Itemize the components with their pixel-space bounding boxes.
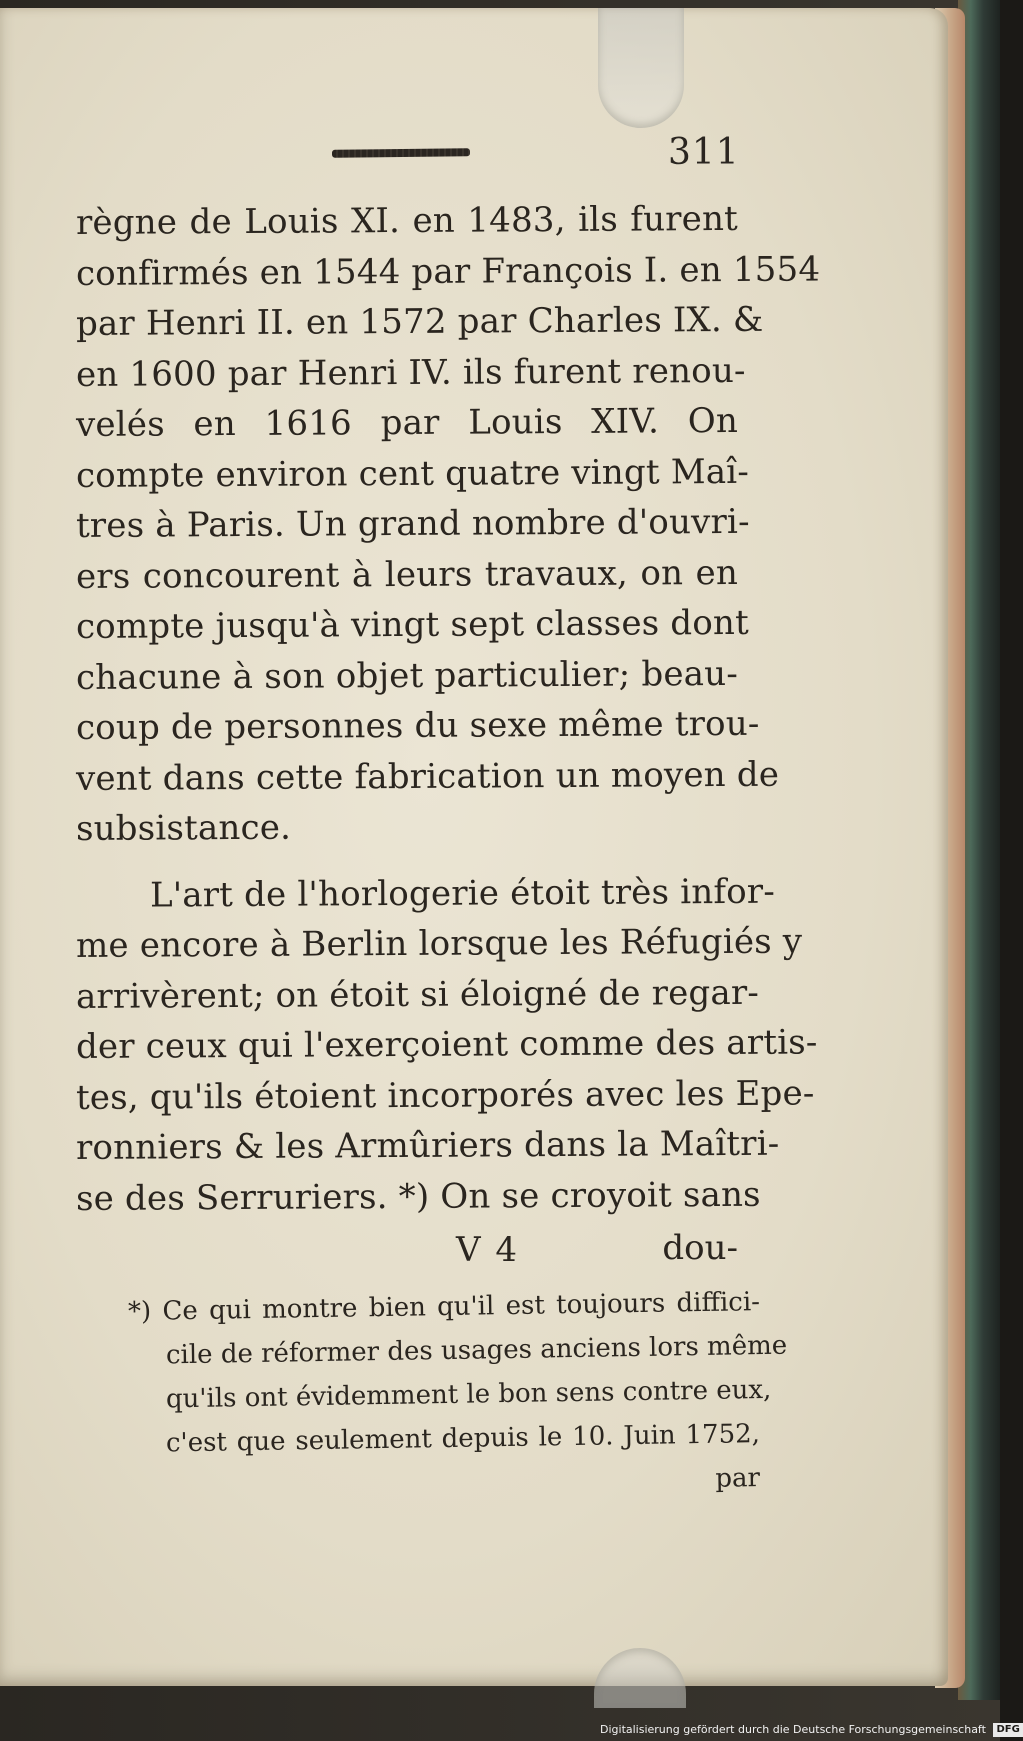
page-clip-top	[598, 8, 684, 128]
body-text	[75, 198, 821, 1224]
text-line: compte environ cent quatre vingt Maî-	[75, 451, 750, 496]
page-number: 311	[668, 132, 740, 173]
credit-text: Digitalisierung gefördert durch die Deutsche Forschungsgemeinschaft	[600, 1723, 986, 1736]
catchword: dou-	[662, 1228, 738, 1268]
text-line: ers concourent à leurs travaux, on en	[75, 552, 739, 597]
text-line: compte jusqu'à vingt sept classes dont	[75, 602, 750, 647]
gathering-signature: V 4	[456, 1230, 519, 1270]
text-line: L'art de l'horlogerie étoit très infor-	[149, 871, 776, 916]
text-line: confirmés en 1544 par François I. en 1554	[75, 248, 821, 294]
text-line: se des Serruriers. *) On se croyoit sans	[75, 1174, 761, 1219]
book-page	[0, 8, 948, 1686]
text-line: arrivèrent; on étoit si éloigné de regar-	[75, 972, 760, 1017]
text-line: tres à Paris. Un grand nombre d'ouvri-	[75, 501, 750, 546]
page-clip-bottom	[594, 1648, 686, 1708]
text-line: règne de Louis XI. en 1483, ils furent	[75, 198, 739, 243]
text-line: velés en 1616 par Louis XIV. On	[75, 400, 739, 445]
text-line: ronniers & les Armûriers dans la Maîtri-	[75, 1123, 780, 1168]
signature-line	[88, 1228, 738, 1278]
dfg-logo: DFG	[993, 1723, 1022, 1737]
text-line: coup de personnes du sexe même trou-	[75, 703, 760, 748]
paragraph-2	[75, 871, 818, 1225]
digitization-credit	[600, 1721, 1020, 1739]
header-ornament-rule	[332, 148, 470, 157]
text-line: tes, qu'ils étoient incorporés avec les Epe-	[75, 1072, 815, 1118]
footnote-line: c'est que seulement depuis le 10. Juin 1752,	[165, 1419, 761, 1459]
footnote-line: cile de réformer des usages anciens lors même	[165, 1330, 788, 1371]
text-line: chacune à son objet particulier; beau-	[75, 653, 739, 698]
text-line: vent dans cette fabrication un moyen de	[75, 754, 780, 799]
footnote	[127, 1287, 788, 1510]
footnote-line: qu'ils ont évidemment le bon sens contre eux,	[165, 1374, 772, 1415]
text-line: subsistance.	[75, 807, 292, 849]
text-line: par Henri II. en 1572 par Charles IX. &	[75, 299, 764, 344]
footnote-catchword: par	[715, 1463, 761, 1494]
text-line: me encore à Berlin lorsque les Réfugiés y	[75, 921, 803, 966]
footnote-line: *) Ce qui montre bien qu'il est toujours diffici-	[127, 1287, 761, 1327]
text-line: en 1600 par Henri IV. ils furent renou-	[75, 350, 746, 395]
paragraph-1	[75, 198, 821, 855]
text-line: der ceux qui l'exerçoient comme des artis-	[75, 1022, 818, 1067]
